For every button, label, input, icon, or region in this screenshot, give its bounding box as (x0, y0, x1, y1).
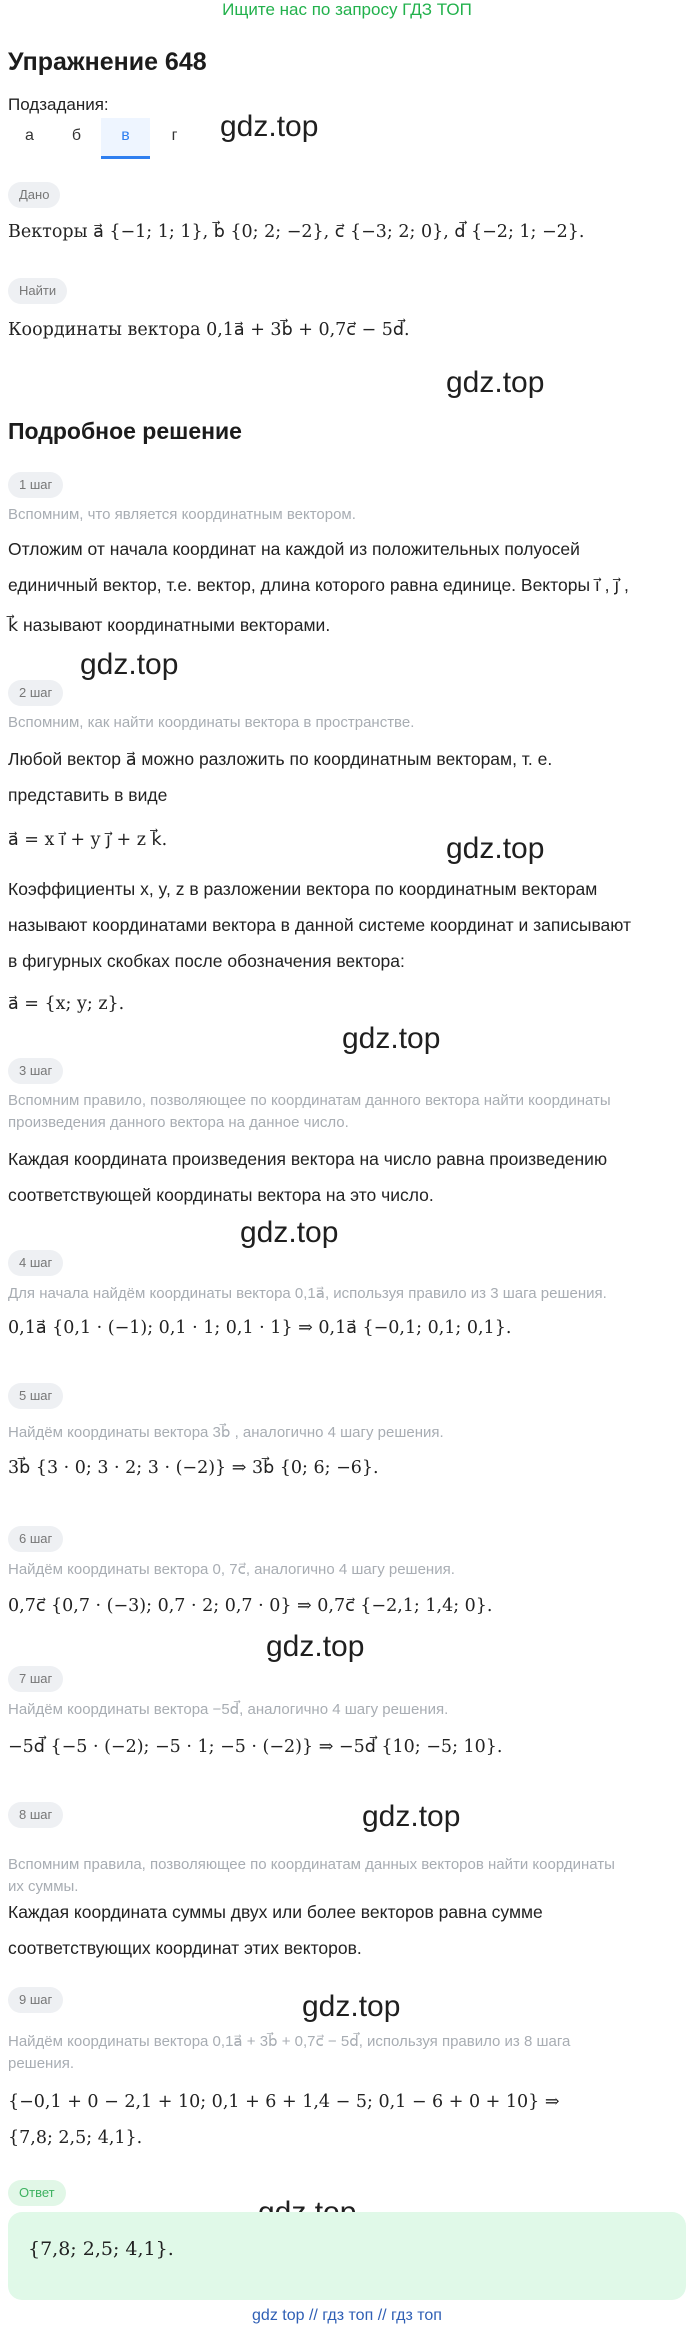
step-badge: 3 шаг (8, 1058, 63, 1084)
find-text: Координаты вектора 0,1a⃗ + 3b⃗ + 0,7c⃗ − 5d⃗. (8, 320, 410, 340)
step-hint: Вспомним правило, позволяющее по координатам данного вектора найти координаты (8, 1092, 611, 1109)
step-hint: Найдём координаты вектора 0, 7c⃗, аналогично 4 шагу решения. (8, 1561, 455, 1578)
step-hint: Найдём координаты вектора −5d⃗, аналогично 4 шагу решения. (8, 1701, 449, 1718)
step-hint: их суммы. (8, 1878, 79, 1895)
watermark: gdz.top (266, 1630, 365, 1663)
watermark: gdz.top (240, 1216, 339, 1249)
step-hint: Вспомним правила, позволяющее по координатам данных векторов найти координаты (8, 1856, 615, 1873)
watermark: gdz.top (220, 110, 319, 143)
watermark: gdz.top (446, 832, 545, 865)
step-formula: a⃗ = {x; y; z}. (8, 994, 125, 1014)
step-hint: Найдём координаты вектора 3b⃗ , аналогично 4 шагу решения. (8, 1424, 444, 1441)
step-badge: 8 шаг (8, 1802, 63, 1828)
given-badge: Дано (8, 182, 60, 208)
step-line: Каждая координата произведения вектора на число равна произведению (8, 1149, 608, 1169)
tab-b[interactable]: б (71, 127, 82, 144)
step-line: Коэффициенты x, y, z в разложении вектора по координатным векторам (8, 879, 598, 899)
step-formula: 0,1a⃗ {0,1 · (−1); 0,1 · 1; 0,1 · 1} ⇒ 0,1a⃗ {−0,1; 0,1; 0,1}. (8, 1318, 512, 1338)
step-line: k⃗ называют координатными векторами. (8, 615, 331, 635)
step-badge: 1 шаг (8, 472, 63, 498)
watermark: gdz.top (302, 1990, 401, 2023)
search-hint-link[interactable]: Ищите нас по запросу ГДЗ ТОП (222, 0, 472, 19)
step-line: соответствующей координаты вектора на это число. (8, 1185, 434, 1205)
step-line: Любой вектор a⃗ можно разложить по координатным векторам, т. е. (8, 749, 553, 769)
step-formula: {−0,1 + 0 − 2,1 + 10; 0,1 + 6 + 1,4 − 5; 0,1 − 6 + 0 + 10} ⇒ (8, 2092, 560, 2112)
footer-links[interactable]: gdz top // гдз топ // гдз топ (252, 2307, 442, 2324)
tab-a[interactable]: а (25, 127, 34, 144)
watermark: gdz.top (342, 1022, 441, 1055)
step-hint: Для начала найдём координаты вектора 0,1a⃗, используя правило из 3 шага решения. (8, 1285, 607, 1302)
step-hint: Найдём координаты вектора 0,1a⃗ + 3b⃗ + 0,7c⃗ − 5d⃗, используя правило из 8 шага (8, 2033, 571, 2050)
step-line: в фигурных скобках после обозначения вектора: (8, 951, 405, 971)
step-badge: 9 шаг (8, 1987, 63, 2013)
step-line: называют координатами вектора в данной системе координат и записывают (8, 915, 632, 935)
watermark: gdz.top (446, 366, 545, 399)
step-formula: 0,7c⃗ {0,7 · (−3); 0,7 · 2; 0,7 · 0} ⇒ 0,7c⃗ {−2,1; 1,4; 0}. (8, 1596, 493, 1616)
step-badge: 7 шаг (8, 1666, 63, 1692)
step-line: представить в виде (8, 785, 168, 805)
step-badge: 5 шаг (8, 1383, 63, 1409)
subtasks-label: Подзадания: (8, 95, 109, 114)
solution-title: Подробное решение (8, 418, 242, 444)
step-badge: 4 шаг (8, 1250, 63, 1276)
step-badge: 6 шаг (8, 1526, 63, 1552)
tab-v[interactable]: в (101, 118, 150, 159)
step-formula: {7,8; 2,5; 4,1}. (8, 2128, 143, 2148)
step-formula: −5d⃗ {−5 · (−2); −5 · 1; −5 · (−2)} ⇒ −5d⃗ {10; −5; 10}. (8, 1737, 503, 1757)
step-line: соответствующих координат этих векторов. (8, 1938, 362, 1958)
step-line: Отложим от начала координат на каждой из положительных полуосей (8, 539, 580, 559)
step-hint: Вспомним, как найти координаты вектора в пространстве. (8, 714, 415, 731)
step-badge: 2 шаг (8, 680, 63, 706)
page-title: Упражнение 648 (8, 48, 207, 76)
tab-g[interactable]: г (171, 127, 178, 144)
step-line: единичный вектор, т.е. вектор, длина которого равна единице. Векторы i⃗ , j⃗ , (8, 575, 629, 595)
answer-text: {7,8; 2,5; 4,1}. (28, 2238, 174, 2260)
step-line: Каждая координата суммы двух или более векторов равна сумме (8, 1902, 543, 1922)
step-hint: решения. (8, 2055, 75, 2072)
watermark: gdz.top (80, 648, 179, 681)
step-hint: Вспомним, что является координатным вектором. (8, 506, 356, 523)
step-formula: a⃗ = x i⃗ + y j⃗ + z k⃗. (8, 830, 168, 850)
answer-badge: Ответ (8, 2180, 66, 2206)
step-formula: 3b⃗ {3 · 0; 3 · 2; 3 · (−2)} ⇒ 3b⃗ {0; 6; −6}. (8, 1458, 379, 1478)
watermark: gdz.top (362, 1800, 461, 1833)
find-badge: Найти (8, 278, 67, 304)
given-text: Векторы a⃗ {−1; 1; 1}, b⃗ {0; 2; −2}, c⃗ {−3; 2; 0}, d⃗ {−2; 1; −2}. (8, 222, 585, 242)
step-hint: произведения данного вектора на данное число. (8, 1114, 349, 1131)
